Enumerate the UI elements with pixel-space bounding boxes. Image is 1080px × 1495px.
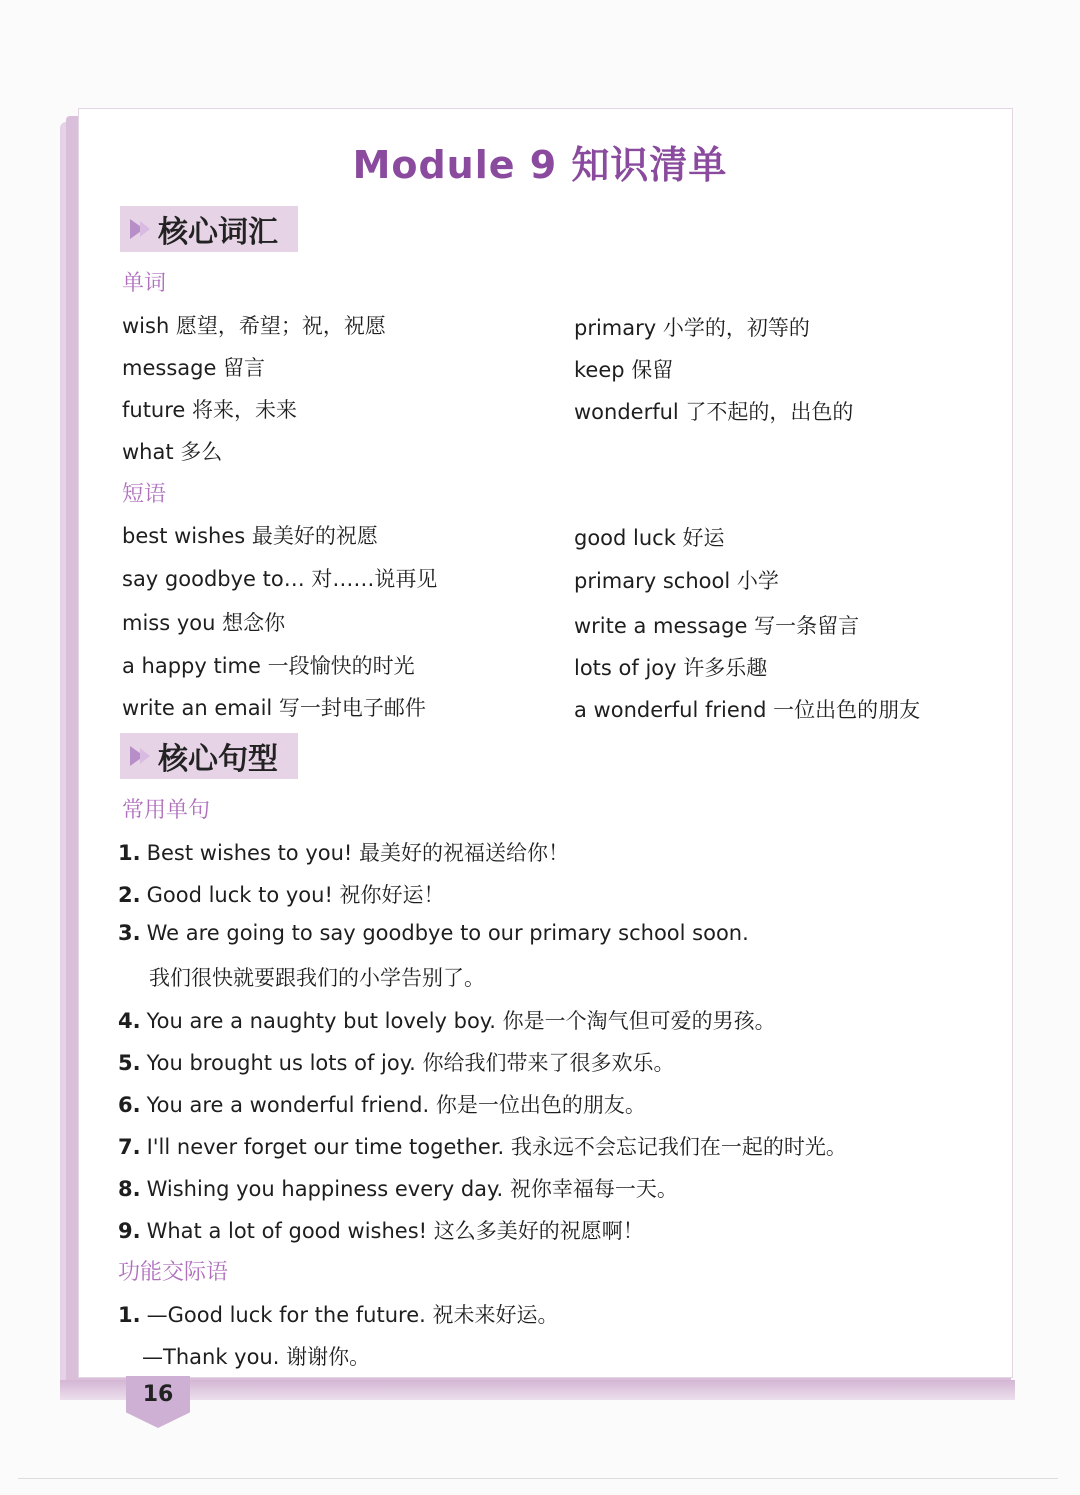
- sentence-text: Best wishes to you! 最美好的祝福送给你！: [146, 841, 570, 865]
- phrase-item: write a message 写一条留言: [574, 614, 860, 638]
- phrase-item: say goodbye to… 对……说再见: [122, 567, 438, 591]
- sentence-item: [143, 962, 485, 992]
- subhead-words: 单词: [122, 271, 167, 296]
- subhead-common: 常用单句: [122, 798, 211, 823]
- word-item: what 多么: [122, 440, 223, 464]
- sentence-text: What a lot of good wishes! 这么多美好的祝愿啊！: [146, 1219, 644, 1243]
- sentence-number: 7.: [118, 1135, 141, 1159]
- page-bottom-band: [60, 1380, 1015, 1400]
- sentence-text: Good luck to you! 祝你好运！: [146, 883, 445, 907]
- section-header-vocab: [120, 206, 298, 252]
- arrow-icon: [140, 748, 150, 764]
- sentence-item: [118, 837, 569, 867]
- subhead-functional: 功能交际语: [118, 1260, 229, 1285]
- dialog-text: —Good luck for the future. 祝未来好运。: [146, 1303, 559, 1327]
- arrow-icon: [140, 221, 150, 237]
- phrase-item: a happy time 一段愉快的时光: [122, 654, 415, 678]
- sentence-item: [118, 1005, 776, 1035]
- sentence-item: [118, 879, 445, 909]
- section-label: 核心词汇: [158, 215, 278, 250]
- sentence-item: [118, 1089, 646, 1119]
- sentence-item: [118, 921, 749, 945]
- sentence-text: You are a wonderful friend. 你是一位出色的朋友。: [146, 1093, 646, 1117]
- sentence-number: 4.: [118, 1009, 141, 1033]
- sentence-number: 1.: [118, 841, 141, 865]
- word-item: message 留言: [122, 356, 266, 380]
- sentence-item: [118, 1131, 847, 1161]
- sentence-number: 3.: [118, 921, 141, 945]
- sentence-number: 5.: [118, 1051, 141, 1075]
- sentence-text: I'll never forget our time together. 我永远不会忘记我们在一起的时光。: [146, 1135, 847, 1159]
- sentence-text: You brought us lots of joy. 你给我们带来了很多欢乐。: [146, 1051, 675, 1075]
- phrase-item: a wonderful friend 一位出色的朋友: [574, 698, 921, 722]
- word-item: wish 愿望，希望；祝，祝愿: [122, 314, 386, 338]
- sentence-text: You are a naughty but lovely boy. 你是一个淘气但可爱的男孩。: [146, 1009, 776, 1033]
- phrase-item: lots of joy 许多乐趣: [574, 656, 768, 680]
- phrase-item: write an email 写一封电子邮件: [122, 696, 426, 720]
- section-label: 核心句型: [158, 742, 278, 777]
- phrase-item: primary school 小学: [574, 569, 779, 593]
- sentence-number: 6.: [118, 1093, 141, 1117]
- dialog-text: —Thank you. 谢谢你。: [142, 1345, 371, 1369]
- phrase-item: good luck 好运: [574, 526, 725, 550]
- sentence-text: Wishing you happiness every day. 祝你幸福每一天。: [146, 1177, 678, 1201]
- sentence-text: 我们很快就要跟我们的小学告别了。: [149, 966, 485, 990]
- subhead-phrases: 短语: [122, 482, 167, 507]
- page-title: Module 9 知识清单: [352, 143, 728, 187]
- dialog-number: 1.: [118, 1303, 141, 1327]
- phrase-item: best wishes 最美好的祝愿: [122, 524, 378, 548]
- sentence-item: [118, 1047, 675, 1077]
- scan-edge-divider: [18, 1478, 1058, 1479]
- sentence-item: [118, 1215, 644, 1245]
- phrase-item: miss you 想念你: [122, 611, 286, 635]
- word-item: keep 保留: [574, 358, 674, 382]
- section-header-sentences: [120, 733, 298, 779]
- sentence-number: 2.: [118, 883, 141, 907]
- sentence-text: We are going to say goodbye to our primary school soon.: [146, 921, 749, 945]
- page-number: 16: [142, 1382, 174, 1407]
- dialog-line: [118, 1299, 558, 1329]
- word-item: wonderful 了不起的，出色的: [574, 400, 854, 424]
- dialog-line: [136, 1341, 370, 1371]
- word-item: future 将来，未来: [122, 398, 298, 422]
- sentence-number: 9.: [118, 1219, 141, 1243]
- word-item: primary 小学的，初等的: [574, 316, 810, 340]
- sentence-item: [118, 1173, 678, 1203]
- sentence-number: 8.: [118, 1177, 141, 1201]
